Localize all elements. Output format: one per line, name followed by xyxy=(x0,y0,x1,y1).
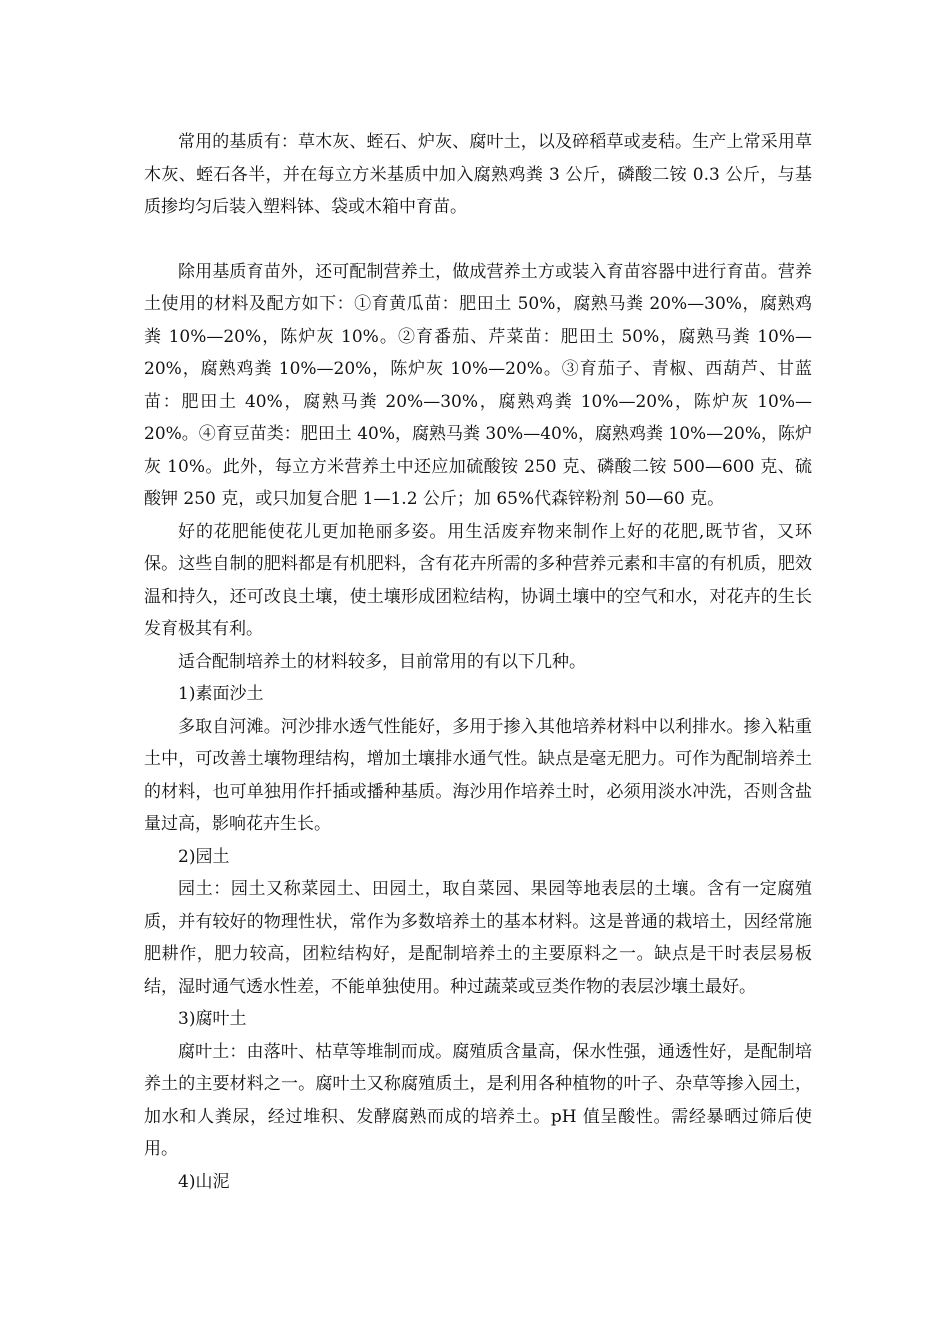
paragraph-nutrient-soil: 除用基质育苗外，还可配制营养土，做成营养土方或装入育苗容器中进行育苗。营养土使用的材料及配方如下：①育黄瓜苗：肥田土 50%，腐熟马粪 20%—30%，腐熟鸡粪 10%—20%，陈炉灰 10%。②育番茄、芹菜苗：肥田土 50%，腐熟马粪 10%—20%，腐熟鸡粪 10%—20%，陈炉灰 10%—20%。③育茄子、青椒、西葫芦、甘蓝苗：肥田土 40%，腐熟马粪 20%—30%，腐熟鸡粪 10%—20%，陈炉灰 10%—20%。④育豆苗类：肥田土 40%，腐熟马粪 30%—40%，腐熟鸡粪 10%—20%，陈炉灰 10%。此外，每立方米营养土中还应加硫酸铵 250 克、磷酸二铵 500—600 克、硫酸钾 250 克，或只加复合肥 1—1.2 公斤；加 65%代森锌粉剂 50—60 克。 xyxy=(144,261,812,509)
heading-leaf-mold: 3)腐叶土 xyxy=(178,1009,247,1029)
paragraph-leaf-mold: 腐叶土：由落叶、枯草等堆制而成。腐殖质含量高，保水性强，通透性好，是配制培养土的主要材料之一。腐叶土又称腐殖质土，是利用各种植物的叶子、杂草等掺入园土，加水和人粪尿，经过堆积、发酵腐熟而成的培养土。pH 值呈酸性。需经暴晒过筛后使用。 xyxy=(144,1041,812,1159)
paragraph-materials-intro: 适合配制培养土的材料较多，目前常用的有以下几种。 xyxy=(178,651,586,672)
document-body xyxy=(144,126,812,1198)
heading-sand: 1)素面沙土 xyxy=(178,684,264,704)
paragraph-substrate: 常用的基质有：草木灰、蛭石、炉灰、腐叶土，以及碎稻草或麦秸。生产上常采用草木灰、蛭石各半，并在每立方米基质中加入腐熟鸡粪 3 公斤，磷酸二铵 0.3 公斤，与基质掺均匀后装入塑料钵、袋或木箱中育苗。 xyxy=(144,132,812,217)
heading-mountain-mud: 4)山泥 xyxy=(178,1171,230,1192)
paragraph-flower-fertilizer: 好的花肥能使花儿更加艳丽多姿。用生活废弃物来制作上好的花肥,既节省，又环保。这些自制的肥料都是有机肥料，含有花卉所需的多种营养元素和丰富的有机质，肥效温和持久，还可改良土壤，使土壤形成团粒结构，协调土壤中的空气和水，对花卉的生长发育极其有利。 xyxy=(144,521,812,639)
paragraph-gap xyxy=(144,224,812,256)
heading-garden-soil: 2)园土 xyxy=(178,846,230,867)
paragraph-garden-soil: 园土：园土又称菜园土、田园土，取自菜园、果园等地表层的土壤。含有一定腐殖质，并有较好的物理性状，常作为多数培养土的基本材料。这是普通的栽培土，因经常施肥耕作，肥力较高，团粒结构好，是配制培养土的主要原料之一。缺点是干时表层易板结，湿时通气透水性差，不能单独使用。种过蔬菜或豆类作物的表层沙壤土最好。 xyxy=(144,879,812,997)
paragraph-sand: 多取自河滩。河沙排水透气性能好，多用于掺入其他培养材料中以利排水。掺入粘重土中，可改善土壤物理结构，增加土壤排水通气性。缺点是毫无肥力。可作为配制培养土的材料，也可单独用作扦插或播种基质。海沙用作培养土时，必须用淡水冲洗，否则含盐量过高，影响花卉生长。 xyxy=(144,716,812,834)
